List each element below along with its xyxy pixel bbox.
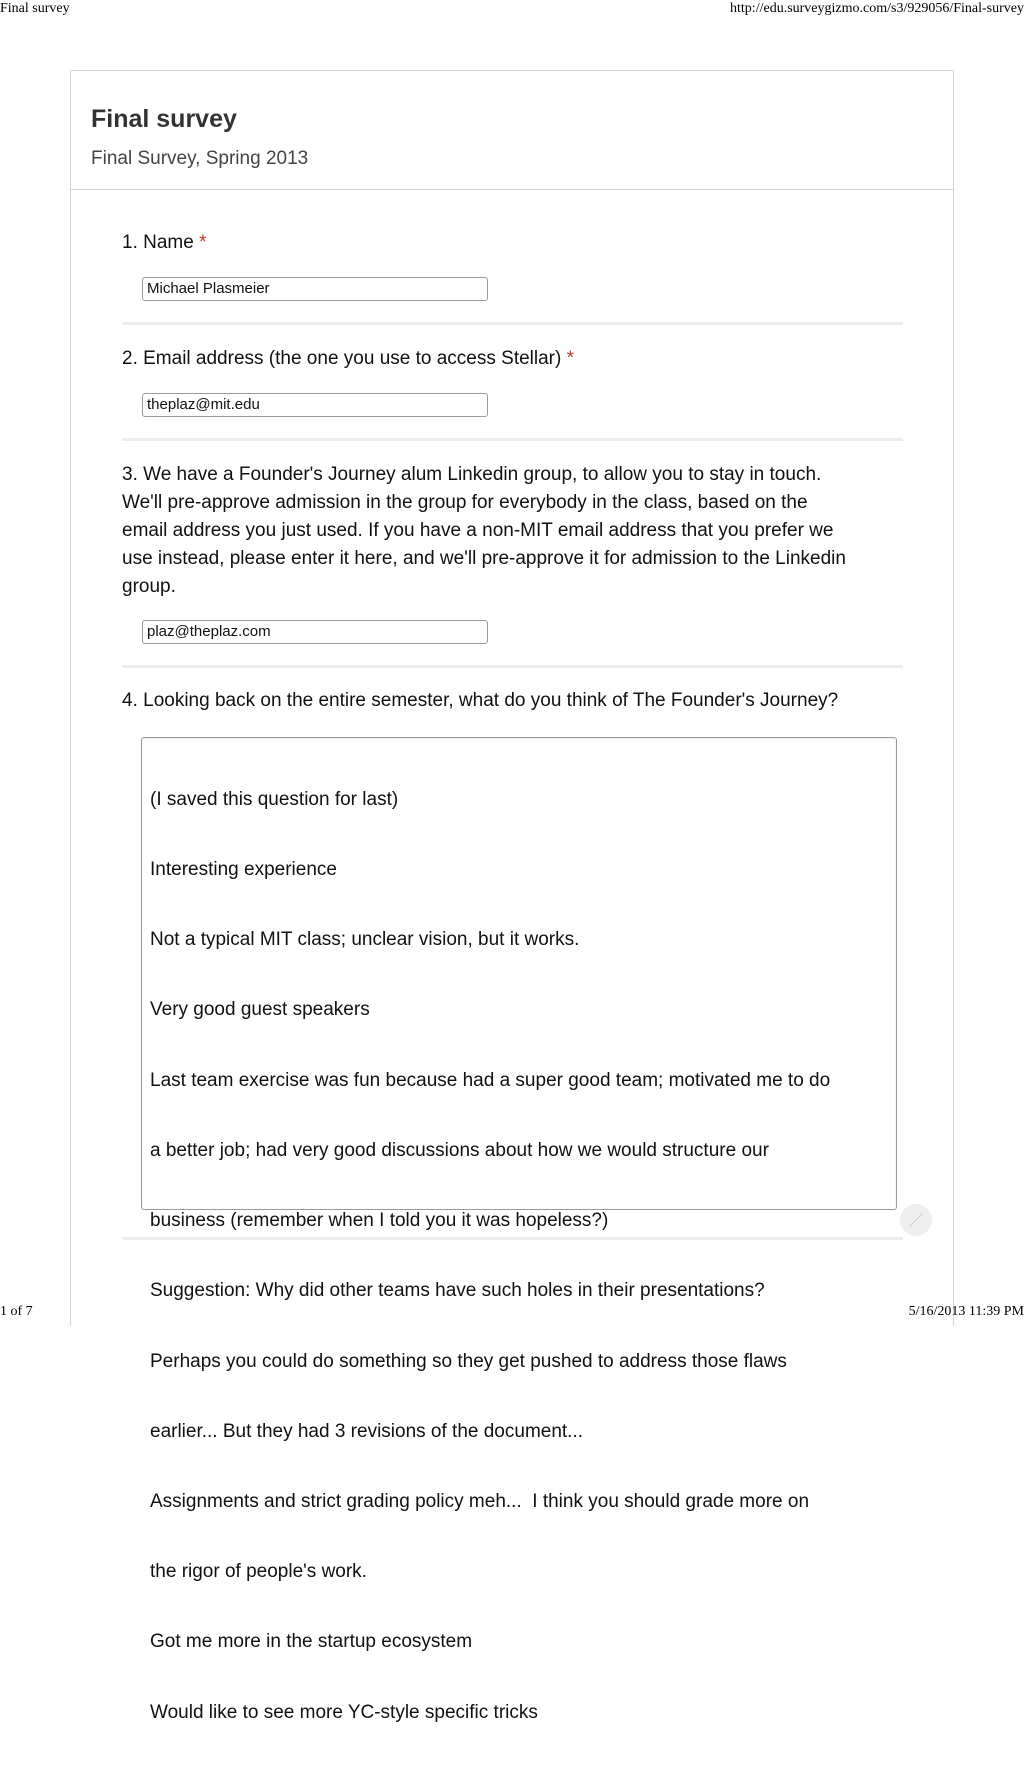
question-label: 4. Looking back on the entire semester, what do you think of The Founder's Journey? bbox=[122, 690, 839, 711]
question-label bbox=[122, 229, 902, 257]
question-label-line: We'll pre-approve admission in the group for everybody in the class, based on the bbox=[122, 492, 808, 513]
question-divider bbox=[122, 438, 903, 441]
question-divider bbox=[122, 1237, 903, 1240]
textarea-line: the rigor of people's work. bbox=[150, 1561, 367, 1583]
print-header bbox=[0, 1, 1024, 21]
textarea-line: Got me more in the startup ecosystem bbox=[150, 1631, 473, 1653]
print-datetime: 5/16/2013 11:39 PM bbox=[908, 1304, 1024, 1319]
textarea-line: Last team exercise was fun because had a super good team; motivated me to do bbox=[150, 1069, 831, 1091]
textarea-line: earlier... But they had 3 revisions of the document... bbox=[150, 1420, 584, 1442]
question-feedback bbox=[122, 687, 902, 715]
textarea-resize-icon[interactable] bbox=[898, 1202, 934, 1238]
page-counter: 1 of 7 bbox=[0, 1304, 33, 1319]
textarea-line: Would like to see more YC-style specific tricks bbox=[150, 1701, 538, 1723]
name-field[interactable] bbox=[142, 277, 488, 301]
feedback-textarea[interactable] bbox=[141, 737, 897, 1723]
question-divider bbox=[122, 665, 903, 668]
textarea-line: business (remember when I told you it was hopeless?) bbox=[150, 1210, 609, 1232]
textarea-line: Very good guest speakers bbox=[150, 999, 370, 1021]
question-linkedin-email bbox=[122, 461, 902, 601]
textarea-line: (I saved this question for last) bbox=[150, 788, 399, 810]
question-label bbox=[122, 345, 902, 373]
survey-card bbox=[70, 70, 954, 1723]
textarea-line: Perhaps you could do something so they get pushed to address those flaws bbox=[150, 1350, 787, 1372]
print-footer bbox=[0, 1304, 1024, 1324]
required-asterisk: * bbox=[566, 348, 575, 369]
textarea-line: Not a typical MIT class; unclear vision, but it works. bbox=[150, 929, 580, 951]
question-divider bbox=[122, 322, 903, 325]
question-label bbox=[122, 461, 902, 601]
question-label-text: 2. Email address (the one you use to access Stellar) bbox=[122, 348, 562, 369]
survey-subtitle: Final Survey, Spring 2013 bbox=[91, 148, 309, 169]
question-email bbox=[122, 345, 902, 373]
email-field[interactable] bbox=[142, 393, 488, 417]
survey-header bbox=[71, 71, 953, 190]
question-label-text: 1. Name bbox=[122, 232, 194, 253]
question-name bbox=[122, 229, 902, 257]
textarea-line: Interesting experience bbox=[150, 859, 337, 881]
print-header-url: http://edu.surveygizmo.com/s3/929056/Final-survey bbox=[730, 1, 1024, 16]
question-label-line: group. bbox=[122, 576, 176, 597]
question-label-line: 3. We have a Founder's Journey alum Linkedin group, to allow you to stay in touch. bbox=[122, 464, 822, 485]
textarea-line: a better job; had very good discussions about how we would structure our bbox=[150, 1139, 769, 1161]
question-label-line: email address you just used. If you have a non-MIT email address that you prefer we bbox=[122, 520, 834, 541]
textarea-line: Assignments and strict grading policy meh... I think you should grade more on bbox=[150, 1491, 810, 1512]
alternate-email-field[interactable] bbox=[142, 620, 488, 644]
print-header-title: Final survey bbox=[0, 1, 70, 16]
textarea-line: Suggestion: Why did other teams have such holes in their presentations? bbox=[150, 1280, 765, 1302]
question-label-line: use instead, please enter it here, and we'll pre-approve it for admission to the Linkedin bbox=[122, 548, 846, 569]
required-asterisk: * bbox=[199, 232, 207, 253]
survey-title: Final survey bbox=[91, 105, 237, 133]
